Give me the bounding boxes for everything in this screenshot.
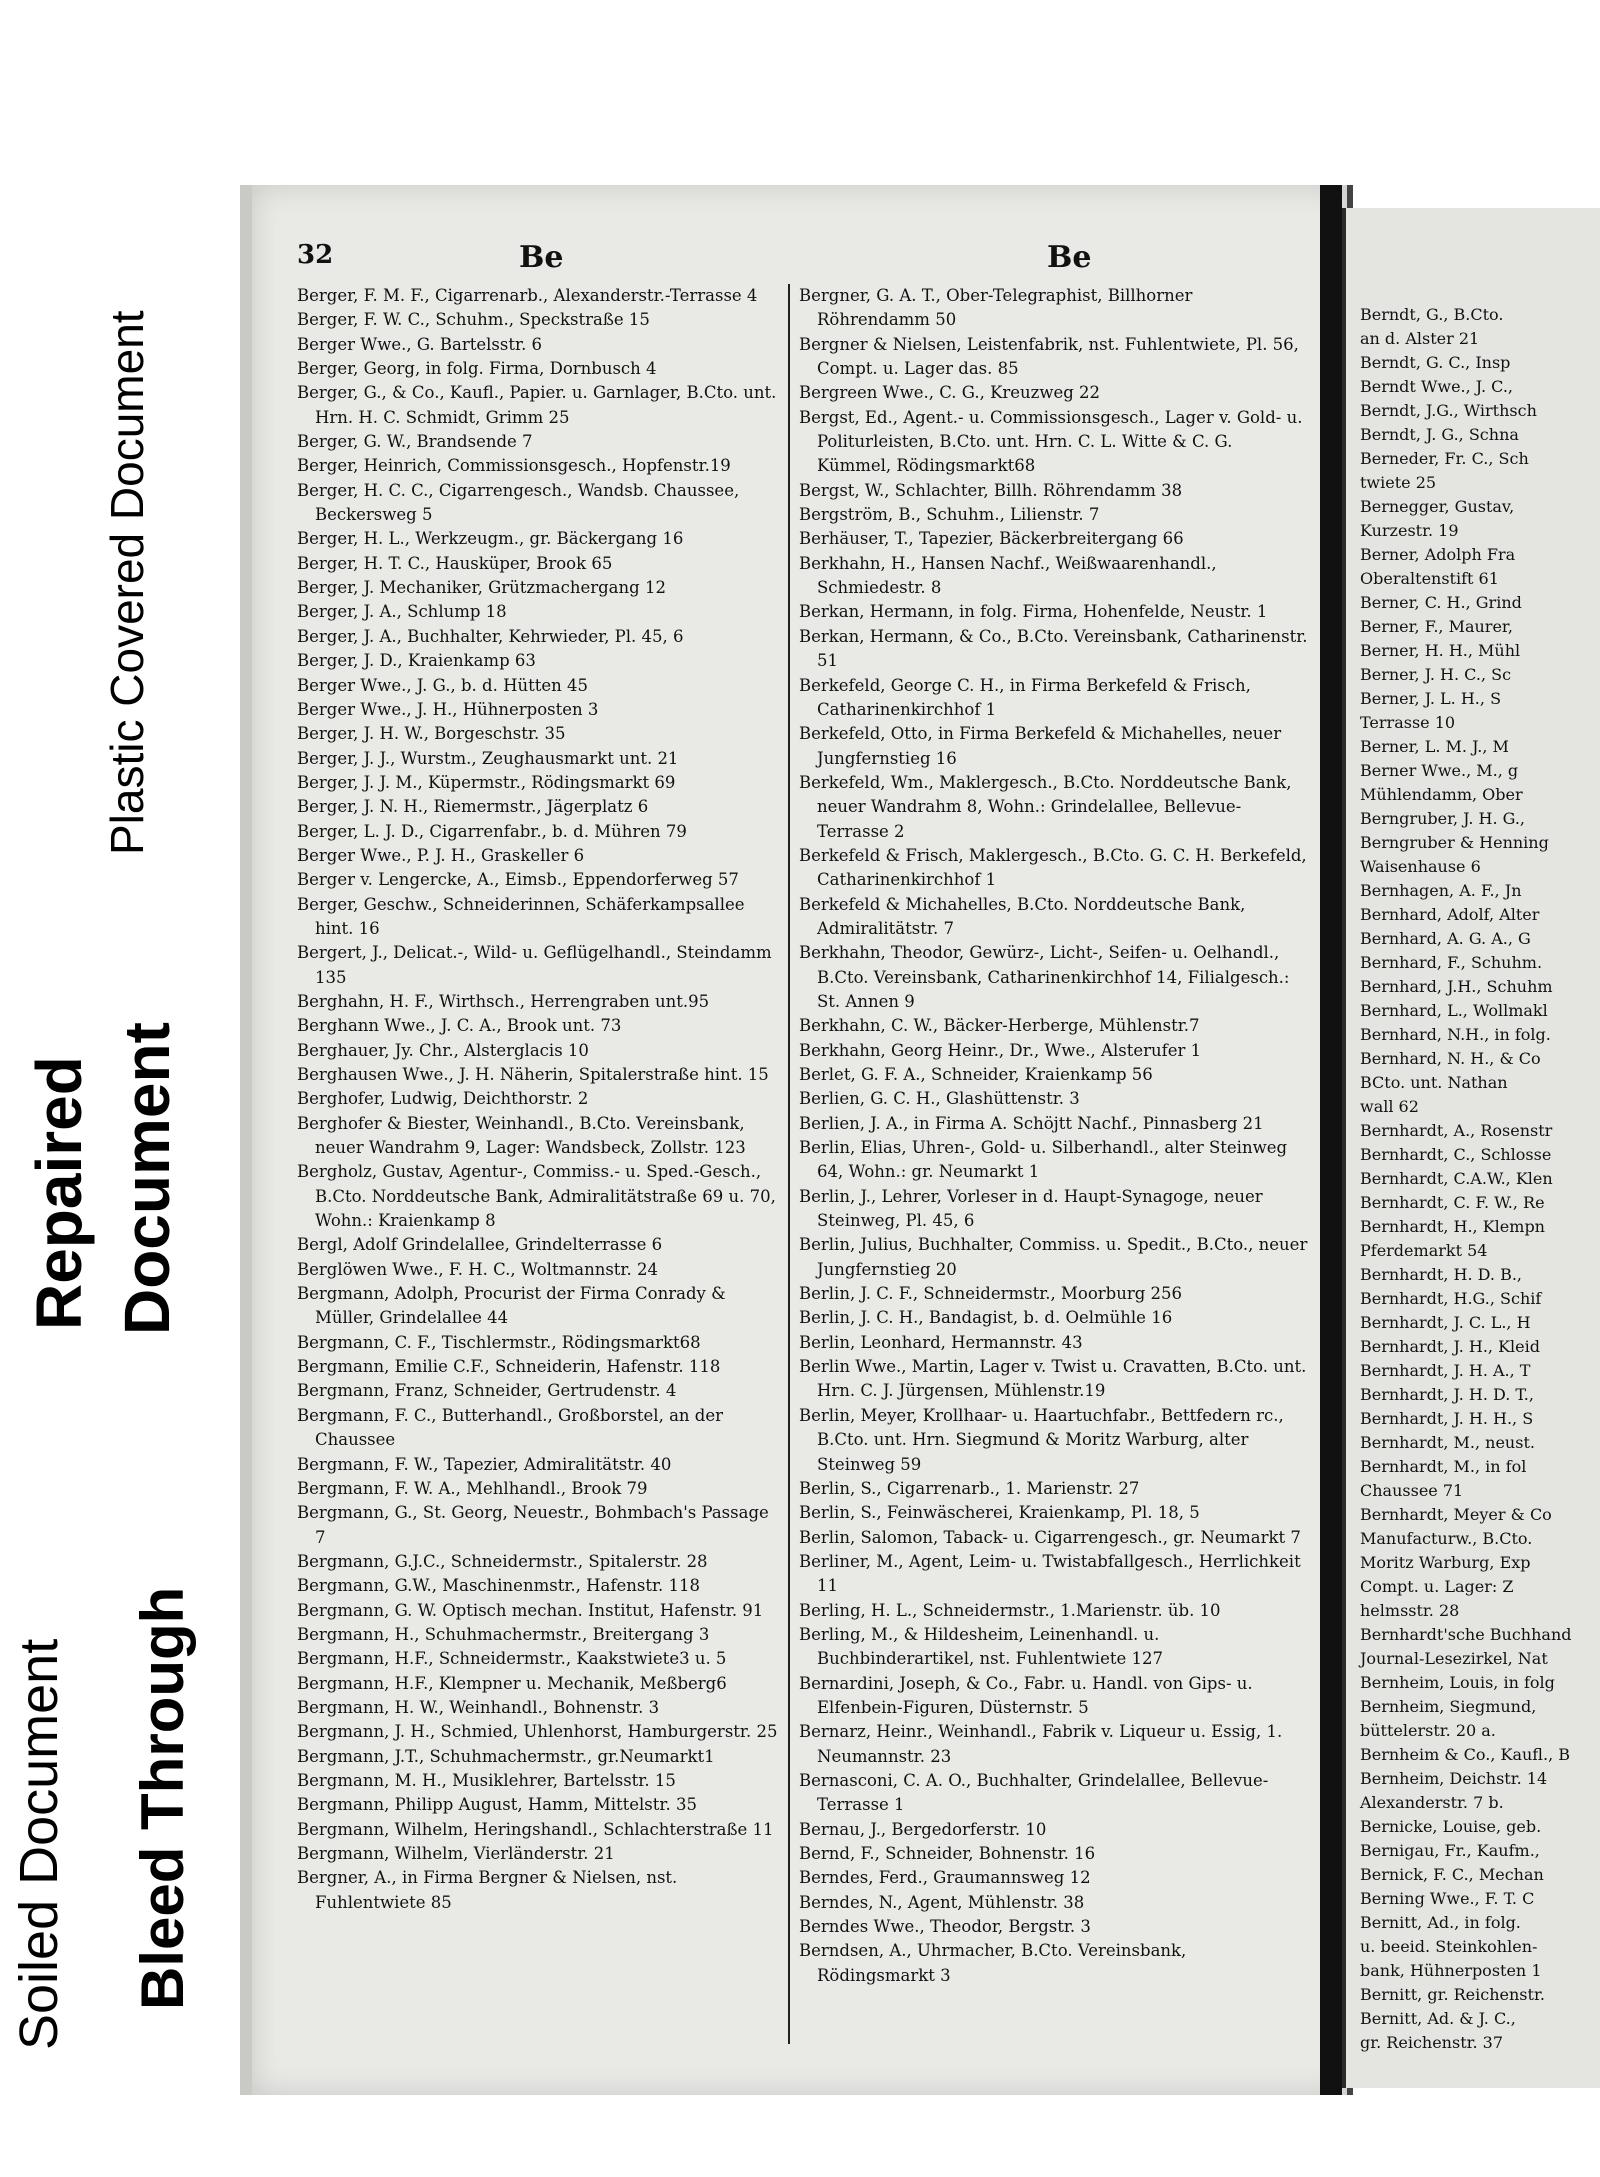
adjacent-page-line: Mühlendamm, Ober (1360, 785, 1523, 804)
adjacent-page-line: Bernhard, J.H., Schuhm (1360, 977, 1553, 996)
directory-entry: Berliner, M., Agent, Leim- u. Twistabfallgesch., Herrlichkeit 11 (799, 1551, 1301, 1596)
adjacent-page-line: Bernhard, N. H., & Co (1360, 1049, 1541, 1068)
adjacent-page-line: u. beeid. Steinkohlen- (1360, 1937, 1538, 1956)
directory-entry: Bergmann, H.F., Klempner u. Mechanik, Meßberg6 (297, 1673, 727, 1693)
directory-entry: Berkefeld, Wm., Maklergesch., B.Cto. Norddeutsche Bank, neuer Wandrahm 8, Wohn.: Grindelallee, Bellevue-Terrasse 2 (799, 772, 1292, 841)
adjacent-page-line: Pferdemarkt 54 (1360, 1241, 1488, 1260)
bleed-through-label: Bleed Through (129, 1586, 196, 2010)
adjacent-page-line: Bernhardt, H., Klempn (1360, 1217, 1545, 1236)
directory-entry: Bergner, A., in Firma Bergner & Nielsen, nst. Fuhlentwiete 85 (297, 1868, 678, 1912)
book-gutter (1320, 185, 1342, 2095)
plastic-covered-label: Plastic Covered Document (101, 310, 153, 855)
directory-entry: Berlin, Salomon, Taback- u. Cigarrengesch., gr. Neumarkt 7 (799, 1527, 1301, 1547)
adjacent-page-line: Berndt, G., B.Cto. (1360, 305, 1504, 324)
directory-entry: Berndes Wwe., Theodor, Bergstr. 3 (799, 1917, 1091, 1937)
directory-entry: Berkhahn, H., Hansen Nachf., Weißwaarenhandl., Schmiedestr. 8 (799, 553, 1217, 598)
directory-entry: Bergreen Wwe., C. G., Kreuzweg 22 (799, 383, 1101, 403)
directory-entry: Bernd, F., Schneider, Bohnenstr. 16 (799, 1844, 1096, 1863)
directory-entry: Bergmann, Adolph, Procurist der Firma Conrady & Müller, Grindelallee 44 (297, 1284, 726, 1328)
directory-entry: Bergmann, C. F., Tischlermstr., Rödingsmarkt68 (297, 1332, 701, 1352)
directory-entry: Berghann Wwe., J. C. A., Brook unt. 73 (297, 1016, 622, 1036)
adjacent-page-line: Berner, H. H., Mühl (1360, 641, 1521, 660)
adjacent-page-line: an d. Alster 21 (1360, 329, 1480, 348)
directory-entry: Berger, J. N. H., Riemermstr., Jägerplatz 6 (297, 797, 649, 817)
adjacent-page-line: Bernhard, F., Schuhm. (1360, 953, 1543, 972)
directory-entry: Bergmann, Wilhelm, Heringshandl., Schlachterstraße 11 (297, 1819, 774, 1839)
adjacent-page-line: Waisenhause 6 (1360, 857, 1481, 876)
directory-entry: Berger Wwe., P. J. H., Graskeller 6 (297, 845, 585, 865)
directory-entry: Berlin, Julius, Buchhalter, Commiss. u. Spedit., B.Cto., neuer Jungfernstieg 20 (799, 1235, 1308, 1279)
adjacent-page-line: Berning Wwe., F. T. C (1360, 1889, 1535, 1908)
adjacent-page-line: Bernitt, Ad., in folg. (1360, 1913, 1521, 1932)
directory-entry: Berger v. Lengercke, A., Eimsb., Eppendorferweg 57 (297, 870, 739, 890)
directory-entry: Bergmann, Philipp August, Hamm, Mittelstr. 35 (297, 1795, 697, 1815)
adjacent-page-line: Bernhardt, J. H. H., S (1360, 1409, 1534, 1428)
directory-entry: Berger, Heinrich, Commissionsgesch., Hopfenstr.19 (297, 456, 731, 476)
adjacent-page-line: Bernhardt, H. D. B., (1360, 1265, 1522, 1284)
adjacent-page-line: Bernhardt, C., Schlosse (1360, 1145, 1552, 1164)
directory-entry: Bergmann, Emilie C.F., Schneiderin, Hafenstr. 118 (297, 1357, 721, 1377)
directory-entry: Berkan, Hermann, & Co., B.Cto. Vereinsbank, Catharinenstr. 51 (799, 626, 1308, 671)
adjacent-page-line: Bernitt, gr. Reichenstr. (1360, 1985, 1545, 2004)
adjacent-page-line: Bernheim, Deichstr. 14 (1360, 1769, 1548, 1788)
adjacent-page-line: Berner, Adolph Fra (1360, 545, 1516, 564)
adjacent-page-line: Bernhardt, J. H. D. T., (1360, 1385, 1534, 1404)
directory-entry: Berndes, Ferd., Graumannsweg 12 (799, 1868, 1091, 1888)
adjacent-page-line: Bernhardt, M., in fol (1360, 1457, 1527, 1476)
directory-entry: Berling, H. L., Schneidermstr., 1.Marienstr. üb. 10 (799, 1600, 1221, 1620)
directory-entry: Bergner & Nielsen, Leistenfabrik, nst. Fuhlentwiete, Pl. 56, Compt. u. Lager das. 85 (799, 334, 1299, 379)
directory-entry: Berghofer, Ludwig, Deichthorstr. 2 (297, 1089, 589, 1109)
directory-entry: Berger Wwe., G. Bartelsstr. 6 (297, 334, 543, 354)
adjacent-page-line: Bernhard, N.H., in folg. (1360, 1025, 1551, 1044)
directory-entry: Berger, G., & Co., Kaufl., Papier. u. Garnlager, B.Cto. unt. Hrn. H. C. Schmidt, Grimm 25 (297, 383, 777, 427)
adjacent-page-line: büttelerstr. 20 a. (1360, 1721, 1496, 1740)
adjacent-page-line: Berndt Wwe., J. C., (1360, 377, 1513, 396)
directory-entry: Berkefeld, George C. H., in Firma Berkefeld & Frisch, Catharinenkirchhof 1 (799, 675, 1251, 719)
directory-entry: Berger, J. A., Buchhalter, Kehrwieder, Pl. 45, 6 (297, 626, 684, 646)
directory-entry: Berger Wwe., J. G., b. d. Hütten 45 (297, 675, 588, 695)
directory-entry: Berkhahn, Georg Heinr., Dr., Wwe., Alsterufer 1 (799, 1040, 1202, 1060)
adjacent-page-line: Oberaltenstift 61 (1360, 569, 1499, 588)
directory-entry: Bergmann, J.T., Schuhmachermstr., gr.Neumarkt1 (297, 1746, 715, 1766)
directory-entry: Bernau, J., Bergedorferstr. 10 (799, 1819, 1047, 1839)
adjacent-page-line: Bernhard, L., Wollmakl (1360, 1001, 1548, 1020)
adjacent-page-line: Bernhardt, J. H. A., T (1360, 1361, 1531, 1380)
directory-entry: Bergner, G. A. T., Ober-Telegraphist, Billhorner Röhrendamm 50 (799, 286, 1193, 330)
directory-entry: Berlin Wwe., Martin, Lager v. Twist u. Cravatten, B.Cto. unt. Hrn. C. J. Jürgensen, Mühlenstr.19 (799, 1357, 1307, 1401)
directory-entry: Berger, F. W. C., Schuhm., Speckstraße 15 (297, 310, 650, 330)
directory-page (240, 185, 1353, 2095)
adjacent-page-line: bank, Hühnerposten 1 (1360, 1961, 1542, 1980)
adjacent-page-line: Bernheim, Siegmund, (1360, 1697, 1537, 1716)
adjacent-page-line: Bernheim, Louis, in folg (1360, 1673, 1555, 1692)
directory-entry: Berlin, J. C. H., Bandagist, b. d. Oelmühle 16 (799, 1308, 1173, 1328)
directory-entry: Berkefeld, Otto, in Firma Berkefeld & Michahelles, neuer Jungfernstieg 16 (799, 724, 1282, 768)
directory-entry: Berndsen, A., Uhrmacher, B.Cto. Vereinsbank, Rödingsmarkt 3 (799, 1941, 1187, 1985)
adjacent-page-line: Bernitt, Ad. & J. C., (1360, 2009, 1516, 2028)
directory-entry: Berger Wwe., J. H., Hühnerposten 3 (297, 699, 599, 719)
left-column (297, 284, 782, 1915)
directory-entry: Bergmann, G.J.C., Schneidermstr., Spitalerstr. 28 (297, 1551, 708, 1571)
directory-entry: Berlin, Meyer, Krollhaar- u. Haartuchfabr., Bettfedern rc., B.Cto. unt. Hrn. Siegmund & Moritz Warburg, alter Steinweg 59 (799, 1405, 1284, 1474)
repaired-label-line2: Document (111, 1022, 183, 1335)
directory-entry: Berndes, N., Agent, Mühlenstr. 38 (799, 1892, 1085, 1912)
directory-entry: Berger, J. J. M., Küpermstr., Rödingsmarkt 69 (297, 772, 676, 792)
adjacent-page-line: Bernhardt, J. H., Kleid (1360, 1337, 1540, 1356)
adjacent-page-line: Berngruber, J. H. G., (1360, 809, 1525, 828)
directory-entry: Berger, G. W., Brandsende 7 (297, 432, 533, 452)
directory-entry: Berger, Georg, in folg. Firma, Dornbusch 4 (297, 359, 657, 379)
adjacent-page-line: Berndt, G. C., Insp (1360, 353, 1511, 372)
directory-entry: Bernasconi, C. A. O., Buchhalter, Grindelallee, Bellevue-Terrasse 1 (799, 1770, 1269, 1815)
directory-entry: Berkan, Hermann, in folg. Firma, Hohenfelde, Neustr. 1 (799, 602, 1268, 622)
adjacent-page-line: Bernhagen, A. F., Jn (1360, 881, 1522, 900)
directory-entry: Bergmann, F. W., Tapezier, Admiralitätstr. 40 (297, 1454, 672, 1474)
directory-entry: Berger, H. T. C., Hausküper, Brook 65 (297, 553, 613, 573)
directory-entry: Berger, H. C. C., Cigarrengesch., Wandsb. Chaussee, Beckersweg 5 (297, 480, 740, 525)
adjacent-page-line: Bernhardt, J. C. L., H (1360, 1313, 1531, 1332)
column-divider (788, 284, 790, 2044)
adjacent-page-line: Bernhard, A. G. A., G (1360, 929, 1531, 948)
soiled-document-label: Soiled Document (9, 1638, 69, 2050)
adjacent-page-line: BCto. unt. Nathan (1360, 1073, 1508, 1092)
directory-entry: Berghofer & Biester, Weinhandl., B.Cto. Vereinsbank, neuer Wandrahm 9, Lager: Wandsbeck, Zollstr. 123 (297, 1113, 746, 1158)
directory-entry: Bergert, J., Delicat.-, Wild- u. Geflügelhandl., Steindamm 135 (297, 943, 772, 987)
adjacent-page-line: Bernheim & Co., Kaufl., B (1360, 1745, 1570, 1764)
adjacent-page-line: Alexanderstr. 7 b. (1360, 1793, 1504, 1812)
directory-entry: Bergström, B., Schuhm., Lilienstr. 7 (799, 505, 1100, 525)
directory-entry: Bernarz, Heinr., Weinhandl., Fabrik v. Liqueur u. Essig, 1. Neumannstr. 23 (799, 1722, 1283, 1766)
directory-entry: Bergl, Adolf Grindelallee, Grindelterrasse 6 (297, 1235, 663, 1255)
adjacent-page-line: Bernick, F. C., Mechan (1360, 1865, 1544, 1884)
adjacent-page-line: Manufacturw., B.Cto. (1360, 1529, 1533, 1548)
adjacent-page-line: Berner, J. H. C., Sc (1360, 665, 1512, 684)
adjacent-page-line: wall 62 (1360, 1097, 1419, 1116)
directory-entry: Bergmann, F. C., Butterhandl., Großborstel, an der Chaussee (297, 1405, 723, 1450)
adjacent-page-line: Berndt, J.G., Wirthsch (1360, 401, 1537, 420)
running-head-left: Be (519, 240, 564, 275)
directory-entry: Bergmann, M. H., Musiklehrer, Bartelsstr. 15 (297, 1770, 676, 1790)
directory-entry: Bergst, W., Schlachter, Billh. Röhrendamm 38 (799, 480, 1183, 500)
directory-entry: Bergmann, G. W. Optisch mechan. Institut, Hafenstr. 91 (297, 1600, 764, 1620)
adjacent-page-line: Berner Wwe., M., g (1360, 761, 1519, 780)
adjacent-page-line: Bernhardt, H.G., Schif (1360, 1289, 1542, 1308)
adjacent-page-line: Bernhardt, A., Rosenstr (1360, 1121, 1553, 1140)
adjacent-page-line: Compt. u. Lager: Z (1360, 1577, 1514, 1596)
directory-entry: Bergmann, H. W., Weinhandl., Bohnenstr. 3 (297, 1697, 660, 1717)
directory-entry: Berger, F. M. F., Cigarrenarb., Alexanderstr.-Terrasse 4 (297, 286, 758, 305)
directory-entry: Berlin, J., Lehrer, Vorleser in d. Haupt-Synagoge, neuer Steinweg, Pl. 45, 6 (799, 1186, 1263, 1231)
directory-entry: Berlin, S., Feinwäscherei, Kraienkamp, Pl. 18, 5 (799, 1503, 1200, 1523)
adjacent-page-line: gr. Reichenstr. 37 (1360, 2033, 1504, 2052)
adjacent-page-line: Bernhardt, M., neust. (1360, 1433, 1535, 1452)
directory-entry: Berger, Geschw., Schneiderinnen, Schäferkampsallee hint. 16 (297, 894, 745, 938)
adjacent-page-line: Berner, J. L. H., S (1360, 689, 1502, 708)
running-head-right: Be (1047, 240, 1092, 275)
directory-entry: Berhäuser, T., Tapezier, Bäckerbreitergang 66 (799, 529, 1184, 549)
directory-entry: Bernardini, Joseph, & Co., Fabr. u. Handl. von Gips- u. Elfenbein-Figuren, Düsternstr. 5 (799, 1673, 1253, 1717)
adjacent-page-line: Berner, L. M. J., M (1360, 737, 1509, 756)
directory-entry: Bergmann, Wilhelm, Vierländerstr. 21 (297, 1844, 615, 1863)
directory-entry: Bergmann, H., Schuhmachermstr., Breitergang 3 (297, 1624, 710, 1644)
directory-entry: Bergmann, Franz, Schneider, Gertrudenstr. 4 (297, 1381, 677, 1401)
adjacent-page-line: Terrasse 10 (1360, 713, 1456, 732)
directory-entry: Berlien, J. A., in Firma A. Schöjtt Nachf., Pinnasberg 21 (799, 1113, 1264, 1133)
adjacent-page-line: Berneder, Fr. C., Sch (1360, 449, 1529, 468)
directory-entry: Berlet, G. F. A., Schneider, Kraienkamp 56 (799, 1065, 1153, 1084)
page-content (297, 240, 1319, 2055)
adjacent-page-line: Berner, C. H., Grind (1360, 593, 1522, 612)
adjacent-page-line: Bernhardt, C.A.W., Klen (1360, 1169, 1553, 1188)
directory-entry: Berger, H. L., Werkzeugm., gr. Bäckergang 16 (297, 529, 684, 549)
adjacent-page-line: Moritz Warburg, Exp (1360, 1553, 1531, 1572)
adjacent-page-line: Chaussee 71 (1360, 1481, 1464, 1500)
directory-entry: Berkhahn, C. W., Bäcker-Herberge, Mühlenstr.7 (799, 1016, 1200, 1036)
directory-entry: Bergmann, G., St. Georg, Neuestr., Bohmbach's Passage 7 (297, 1503, 769, 1547)
adjacent-page-line: Bernegger, Gustav, (1360, 497, 1515, 516)
directory-entry: Bergholz, Gustav, Agentur-, Commiss.- u. Sped.-Gesch., B.Cto. Norddeutsche Bank, Admiralitätstraße 69 u. 70, Wohn.: Kraienkamp 8 (297, 1162, 776, 1231)
adjacent-page-fragment (1342, 208, 1600, 2088)
adjacent-page-line: Kurzestr. 19 (1360, 521, 1459, 540)
directory-entry: Bergmann, F. W. A., Mehlhandl., Brook 79 (297, 1478, 648, 1498)
adjacent-page-line: Berndt, J. G., Schna (1360, 425, 1519, 444)
directory-entry: Berling, M., & Hildesheim, Leinenhandl. u. Buchbinderartikel, nst. Fuhlentwiete 127 (799, 1624, 1163, 1669)
adjacent-page-line: Bernhardt, Meyer & Co (1360, 1505, 1552, 1524)
directory-entry: Berghahn, H. F., Wirthsch., Herrengraben unt.95 (297, 991, 710, 1011)
adjacent-page-line: Bernhardt'sche Buchhand (1360, 1625, 1572, 1644)
directory-entry: Berkefeld & Michahelles, B.Cto. Norddeutsche Bank, Admiralitätstr. 7 (799, 894, 1246, 938)
directory-entry: Berger, J. J., Wurstm., Zeughausmarkt unt. 21 (297, 748, 679, 768)
directory-entry: Berghauer, Jy. Chr., Alsterglacis 10 (297, 1040, 589, 1060)
directory-entry: Bergmann, H.F., Schneidermstr., Kaakstwiete3 u. 5 (297, 1649, 727, 1669)
directory-entry: Berlin, Elias, Uhren-, Gold- u. Silberhandl., alter Steinweg 64, Wohn.: gr. Neumarkt 1 (799, 1138, 1288, 1182)
adjacent-page-line: Berngruber & Henning (1360, 833, 1549, 852)
directory-entry: Berkefeld & Frisch, Maklergesch., B.Cto. G. C. H. Berkefeld, Catharinenkirchhof 1 (799, 845, 1307, 890)
directory-entry: Berkhahn, Theodor, Gewürz-, Licht-, Seifen- u. Oelhandl., B.Cto. Vereinsbank, Catharinenkirchhof 14, Filialgesch.: St. Annen 9 (799, 943, 1290, 1011)
adjacent-page-line: twiete 25 (1360, 473, 1437, 492)
adjacent-page-lines (1360, 303, 1572, 2055)
adjacent-page-line: Journal-Lesezirkel, Nat (1360, 1649, 1548, 1668)
directory-entry: Berglöwen Wwe., F. H. C., Woltmannstr. 24 (297, 1259, 658, 1279)
adjacent-page-line: Bernhard, Adolf, Alter (1360, 905, 1540, 924)
directory-entry: Bergmann, G.W., Maschinenmstr., Hafenstr. 118 (297, 1576, 701, 1596)
directory-entry: Berger, J. Mechaniker, Grützmachergang 12 (297, 578, 666, 598)
directory-entry: Berlin, S., Cigarrenarb., 1. Marienstr. 27 (799, 1478, 1140, 1498)
repaired-label-line1: Repaired (23, 1056, 95, 1330)
adjacent-page-line: helmsstr. 28 (1360, 1601, 1460, 1620)
directory-entry: Berger, J. D., Kraienkamp 63 (297, 651, 536, 671)
adjacent-page-line: Berner, F., Maurer, (1360, 617, 1513, 636)
adjacent-page-line: Bernigau, Fr., Kaufm., (1360, 1841, 1540, 1860)
directory-entry: Berger, L. J. D., Cigarrenfabr., b. d. Mühren 79 (297, 821, 687, 841)
page-number: 32 (297, 240, 334, 270)
directory-entry: Berger, J. H. W., Borgeschstr. 35 (297, 724, 566, 744)
directory-entry: Berger, J. A., Schlump 18 (297, 602, 507, 622)
directory-entry: Berghausen Wwe., J. H. Näherin, Spitalerstraße hint. 15 (297, 1065, 769, 1084)
directory-entry: Berlin, Leonhard, Hermannstr. 43 (799, 1332, 1083, 1352)
directory-entry: Berlien, G. C. H., Glashüttenstr. 3 (799, 1089, 1080, 1109)
right-column (799, 284, 1309, 1988)
adjacent-page-line: Bernicke, Louise, geb. (1360, 1817, 1542, 1836)
adjacent-page-line: Bernhardt, C. F. W., Re (1360, 1193, 1545, 1212)
directory-entry: Bergmann, J. H., Schmied, Uhlenhorst, Hamburgerstr. 25 (297, 1722, 778, 1742)
directory-entry: Berlin, J. C. F., Schneidermstr., Moorburg 256 (799, 1284, 1183, 1304)
directory-entry: Bergst, Ed., Agent.- u. Commissionsgesch., Lager v. Gold- u. Politurleisten, B.Cto. unt. Hrn. C. L. Witte & C. G. Kümmel, Rödingsmarkt68 (799, 407, 1303, 476)
